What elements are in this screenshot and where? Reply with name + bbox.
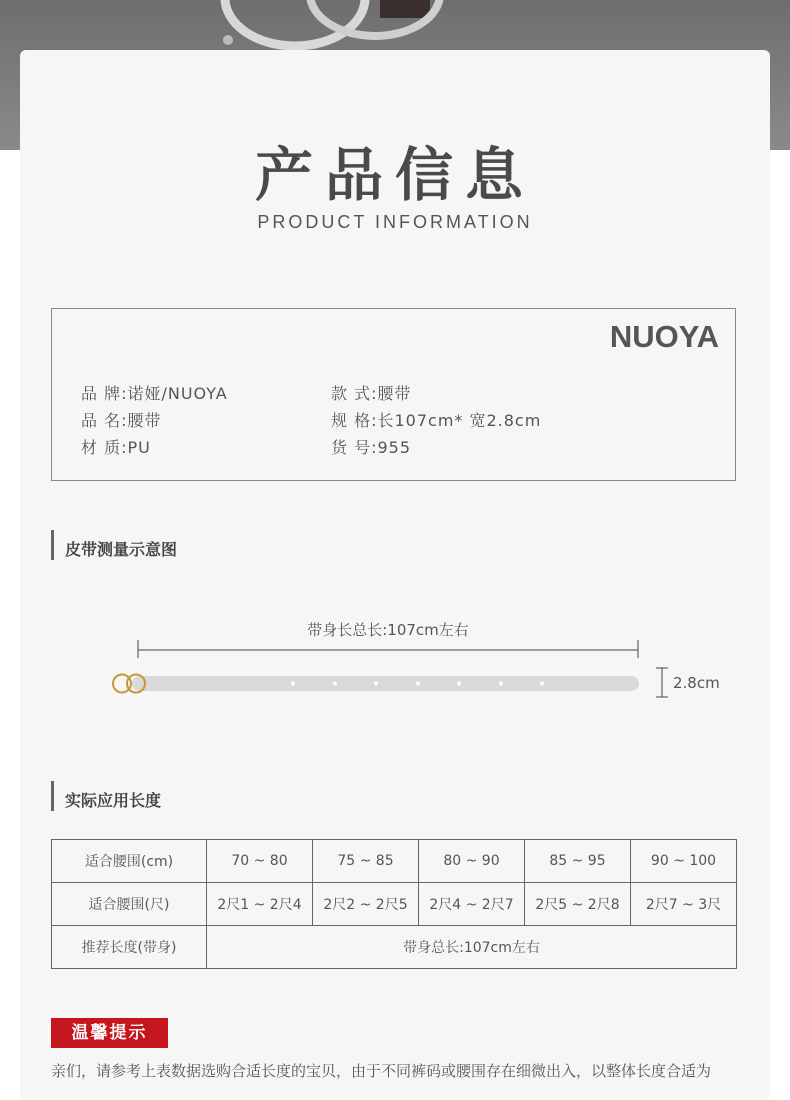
table-cell: 85 ~ 95 (525, 840, 631, 883)
row-label: 适合腰围(cm) (52, 840, 207, 883)
info-brand: 品 牌:诺娅/NUOYA (81, 384, 228, 403)
belt-diagram (0, 630, 790, 710)
info-item-number: 货 号:955 (331, 438, 412, 457)
page-title: 产品信息 (254, 141, 535, 209)
row-label: 适合腰围(尺) (52, 883, 207, 926)
tips-heading: 温馨提示 (51, 1018, 168, 1048)
info-product-name: 品 名:腰带 (81, 411, 162, 430)
table-cell: 90 ~ 100 (631, 840, 737, 883)
table-cell: 2尺7 ~ 3尺 (631, 883, 737, 926)
product-info-box (51, 308, 736, 481)
table-cell: 2尺5 ~ 2尺8 (525, 883, 631, 926)
belt-strap (132, 676, 639, 691)
info-material: 材 质:PU (81, 438, 151, 457)
belt-length-label: 带身长总长:107cm左右 (307, 621, 469, 639)
size-table (51, 839, 737, 969)
table-row (52, 883, 737, 926)
info-style: 款 式:腰带 (331, 384, 412, 403)
measure-section-heading: 皮带测量示意图 (51, 530, 177, 560)
table-cell: 2尺4 ~ 2尺7 (419, 883, 525, 926)
length-dimension-line (138, 640, 638, 658)
table-cell: 2尺2 ~ 2尺5 (313, 883, 419, 926)
width-dimension-line (656, 668, 668, 697)
table-cell: 带身总长:107cm左右 (207, 926, 737, 969)
table-cell: 2尺1 ~ 2尺4 (207, 883, 313, 926)
table-cell: 70 ~ 80 (207, 840, 313, 883)
table-cell: 80 ~ 90 (419, 840, 525, 883)
page-subtitle: PRODUCT INFORMATION (257, 212, 533, 232)
tips-text: 亲们，请参考上表数据选购合适长度的宝贝，由于不同裤码或腰围存在细微出入，以整体长度合适为 (51, 1062, 712, 1080)
brand-logo: NUOYA (609, 319, 719, 354)
table-row (52, 926, 737, 969)
table-row (52, 840, 737, 883)
table-cell: 75 ~ 85 (313, 840, 419, 883)
info-spec: 规 格:长107cm* 宽2.8cm (331, 411, 542, 430)
size-section-heading: 实际应用长度 (51, 781, 161, 811)
row-label: 推荐长度(带身) (52, 926, 207, 969)
belt-width-label: 2.8cm (673, 674, 720, 692)
